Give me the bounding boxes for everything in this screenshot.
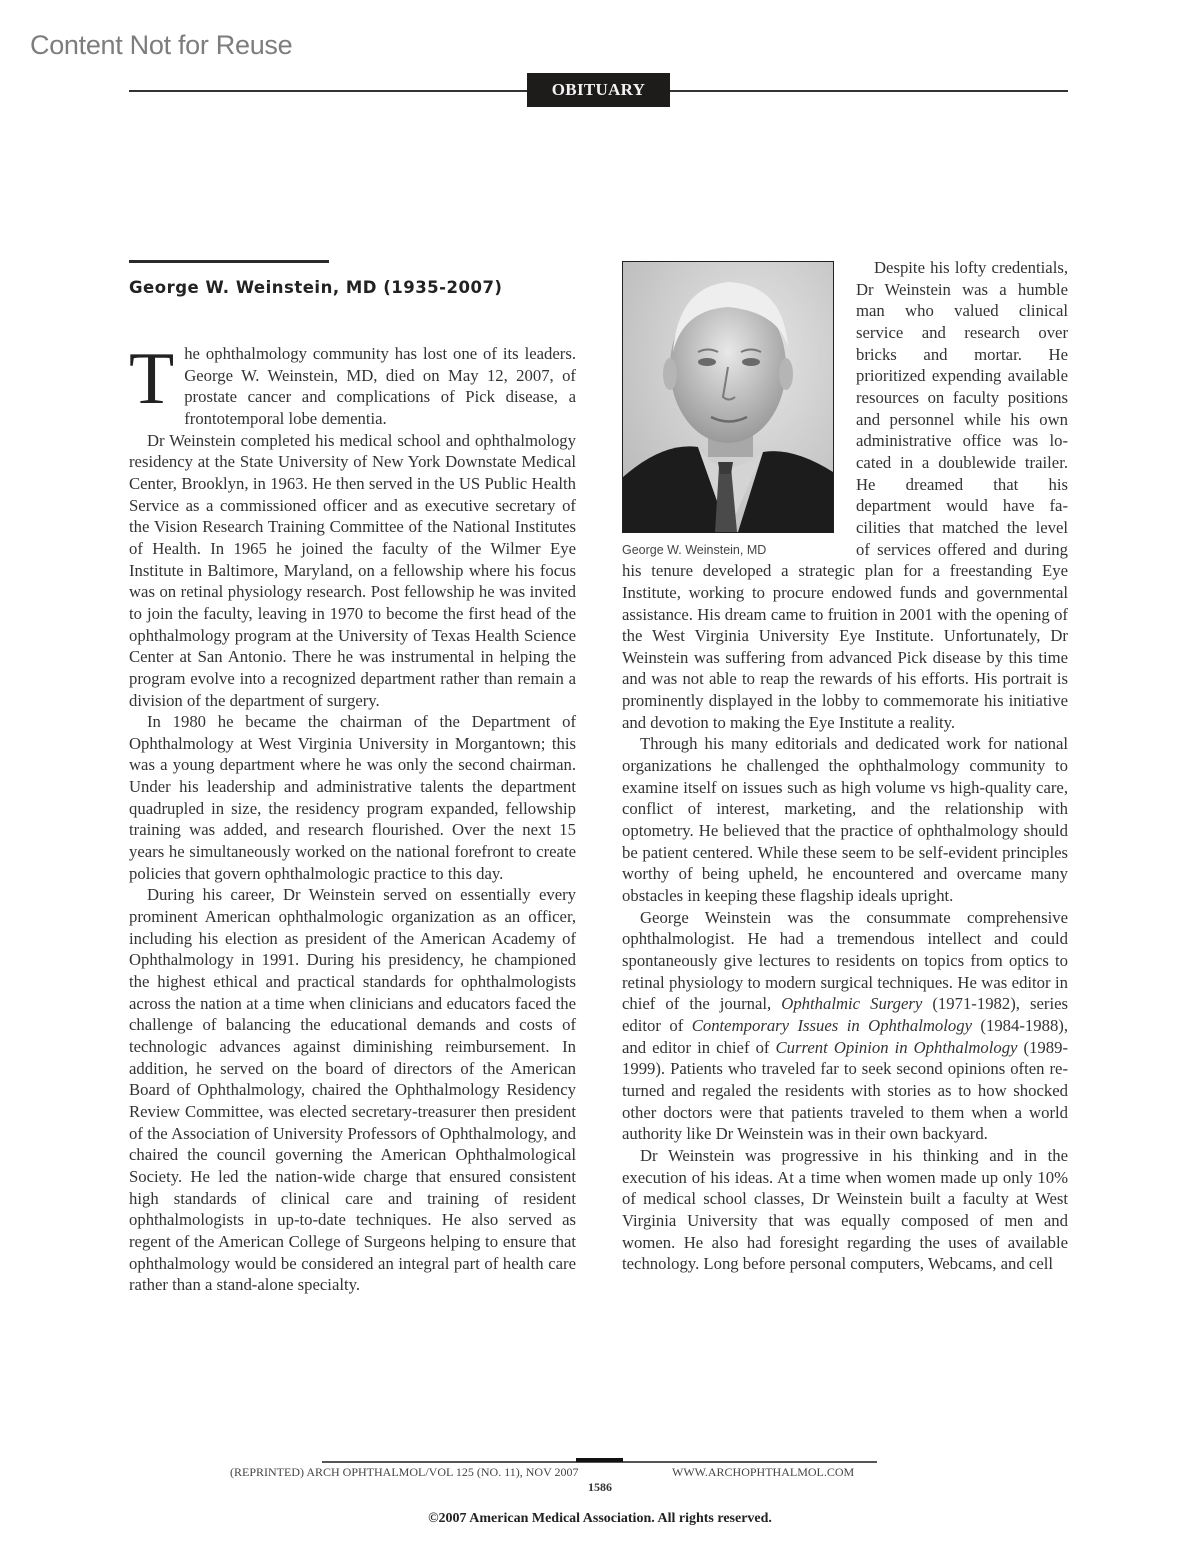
portrait-figure bbox=[622, 261, 834, 558]
paragraph-intro-text: he ophthalmology community has lost one of its leaders. George W. Weinstein, MD, died on May 12, 2007, of prostate cancer and complications of Pick disease, a frontotemporal lobe dementia. bbox=[184, 344, 576, 428]
watermark: Content Not for Reuse bbox=[30, 30, 293, 60]
page-number: 1586 bbox=[588, 1480, 612, 1494]
section-rule-left bbox=[129, 90, 527, 92]
drop-cap: T bbox=[129, 338, 175, 420]
text-segment: (1989-1999). Patients who traveled far to seek second opinions often returned and regaled the residents with stories as to how shocked other doctors were that patients traveled to them when a world authority like Dr Weinstein was in their own backyard. bbox=[622, 1037, 1068, 1144]
paragraph-comprehensive bbox=[622, 907, 1068, 1145]
title-rule bbox=[129, 260, 329, 263]
right-column bbox=[622, 257, 1068, 1275]
footer-rule-accent bbox=[576, 1458, 623, 1462]
text-segment: (1971-1982), series editor of bbox=[622, 994, 1069, 1035]
paragraph-chairman: In 1980 he became the chairman of the Department of Ophthalmology at West Virginia University in Morgantown; this was a young department where he was only the second chairman. Under his leadership and administrative talents the department quadrupled in size, the residency program expanded, fellowship training was added, and research flourished. Over the next 15 years he simultaneously worked on the national forefront to create policies that govern ophthalmologic practice to this day. bbox=[129, 712, 576, 883]
paragraph-editorials: Through his many editorials and dedicated work for national organizations he challenged the ophthalmology community to examine itself on issues such as high volume vs high-quality care, conflict of interest, marketing, and the relationship with optometry. He believed that the practice of ophthalmology should be patient centered. While these seem to be self-evident principles worthy of being upheld, he encountered and overcame many obstacles in keeping these flagship ideals upright. bbox=[622, 734, 1068, 906]
paragraph-humble: Despite his lofty credentials, Dr Weinstein was a humble man who valued clinical service and research over bricks and mortar. He prioritized expending available resources on faculty positions and personnel while his own administrative office was located in a doublewide trailer. He dreamed that his department would have facilities that matched the level of services offered and during his tenure developed a strategic plan for a freestanding Eye Institute, working to procure endowed funds and governmental assistance. His dream came to fruition in 2001 with the opening of the West Virginia University Eye Institute. Unfortunately, Dr Weinstein was suffering from advanced Pick disease by this time and was not able to reap the rewards of his efforts. His portrait is prominently displayed in the lobby to commemorate his initiative and devotion to making the Eye Institute a reality. bbox=[622, 258, 1068, 732]
photo-caption: George W. Weinstein, MD bbox=[622, 543, 767, 557]
paragraph-intro bbox=[129, 338, 576, 430]
copyright-notice: ©2007 American Medical Association. All rights reserved. bbox=[428, 1511, 772, 1526]
paragraph-progressive: Dr Weinstein was progressive in his thinking and in the execution of his ideas. At a time when women made up only 10% of medical school classes, Dr Weinstein built a faculty at West Virginia University that was equally composed of men and women. He also had foresight regarding the uses of available technology. Long before personal computers, Webcams, and cell bbox=[622, 1145, 1068, 1274]
paragraph-career: During his career, Dr Weinstein served on essentially every prominent American ophthalmologic organization as an officer, including his election as president of the American Academy of Ophthalmology in 1991. During his presidency, he championed the highest ethical and practical standards for ophthalmologists across the nation at a time when clinicians and educators faced the challenge of balancing the educational demands and costs of technologic advances against diminishing reimbursement. In addition, he served on the board of directors of the American Board of Ophthalmology, chaired the Ophthalmology Residency Review Committee, was elected secretary-treasurer then president of the Association of University Professors of Ophthalmology, and chaired the council governing the American Ophthalmological Society. He led the nation-wide charge that ensured consistent high standards of clinical care and training of resident ophthalmologists in up-to-date techniques. He also served as regent of the American College of Surgeons helping to ensure that ophthalmology would be considered an integral part of health care rather than a stand-alone specialty. bbox=[129, 885, 576, 1295]
journal-title: Ophthalmic Surgery bbox=[781, 994, 923, 1014]
journal-url: WWW.ARCHOPHTHALMOL.COM bbox=[672, 1465, 855, 1479]
article-title: George W. Weinstein, MD (1935-2007) bbox=[129, 278, 503, 297]
paragraph-education: Dr Weinstein completed his medical school and ophthalmology residency at the State University of New York Downstate Medical Center, Brooklyn, in 1963. He then served in the US Public Health Service as a commissioned officer and as executive secretary of the Vision Research Training Committee of the National Institutes of Health. In 1965 he joined the faculty of the Wilmer Eye Institute in Baltimore, Maryland, on a fellowship where his focus was on retinal physiology research. Post fellowship he was invited to join the faculty, leaving in 1970 to become the first head of the ophthalmology program at the University of Texas Health Science Center at San Antonio. There he was instrumental in helping the program evolve into a recognized department rather than remain a division of the department of surgery. bbox=[129, 430, 576, 710]
text-segment: (1984-1988), and editor in chief of bbox=[622, 1015, 1069, 1057]
journal-title: Current Opinion in Ophthalmology bbox=[775, 1037, 1018, 1057]
text-segment: George Weinstein was the consummate comprehensive ophthalmologist. He had a tremendous intellect and could spontaneously give lectures to residents on topics from optics to retinal physiology to modern surgical techniques. He was editor in chief of the journal, bbox=[622, 907, 1068, 1014]
portrait-photo bbox=[622, 261, 834, 533]
journal-title: Contemporary Issues in Ophthalmology bbox=[691, 1015, 972, 1035]
journal-citation: (REPRINTED) ARCH OPHTHALMOL/VOL 125 (NO. 11), NOV 2007 bbox=[230, 1465, 579, 1479]
section-label: OBITUARY bbox=[527, 73, 670, 107]
section-rule-right bbox=[670, 90, 1068, 92]
left-column bbox=[129, 338, 576, 1296]
